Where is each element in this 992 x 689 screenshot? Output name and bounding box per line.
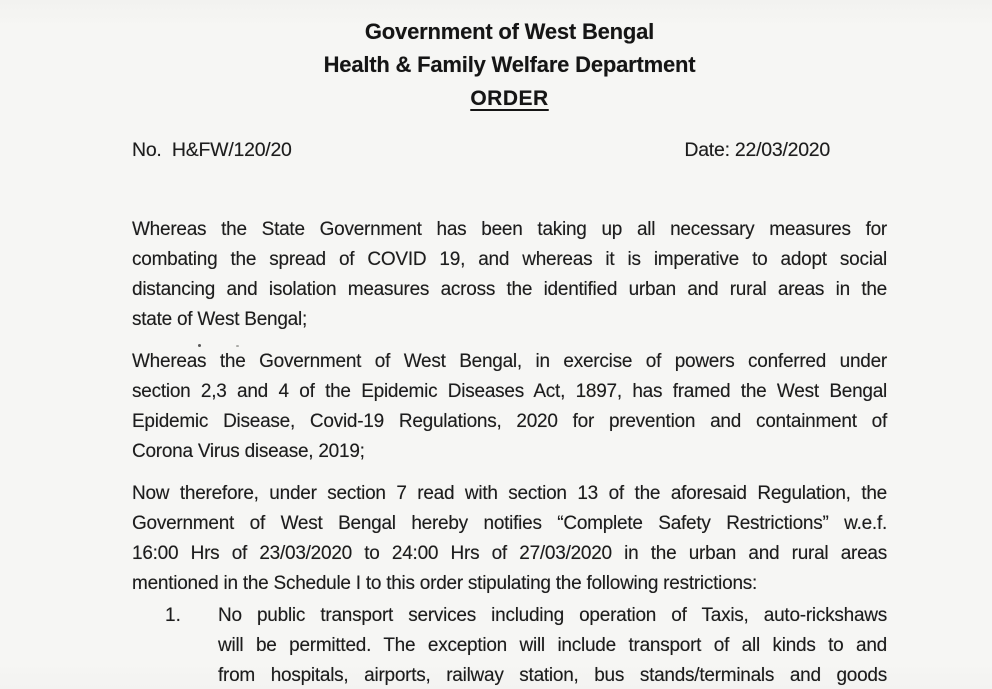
text-line: Government of West Bengal hereby notifies “Complete Safety Restrictions” w.e.f. (132, 513, 887, 534)
text-line: will be permitted. The exception will include transport of all kinds to and (218, 635, 887, 656)
order-heading (132, 81, 887, 115)
text-line: Corona Virus disease, 2019; (132, 441, 365, 462)
text-line: distancing and isolation measures across the identified urban and rural areas in the (132, 279, 887, 300)
list-item-number: 1. (165, 605, 181, 626)
text-line: state of West Bengal; (132, 309, 307, 330)
government-title: Government of West Bengal (364, 19, 655, 44)
meta-row (132, 135, 887, 165)
scan-speck (236, 345, 239, 347)
text-line: combating the spread of COVID 19, and whereas it is imperative to adopt social (132, 249, 887, 270)
paragraph-whereas-measures (132, 215, 887, 335)
scan-speck (198, 344, 201, 347)
department-title: Health & Family Welfare Department (323, 52, 696, 77)
text-line: from hospitals, airports, railway station, bus stands/terminals and goods (218, 665, 887, 686)
list-item-1 (132, 601, 887, 689)
order-date: Date: 22/03/2020 (684, 139, 830, 161)
text-line: No public transport services including operation of Taxis, auto-rickshaws (218, 605, 887, 626)
text-line: mentioned in the Schedule I to this order stipulating the following restrictions: (132, 573, 758, 594)
text-line: Whereas the Government of West Bengal, in exercise of powers conferred under (132, 351, 887, 372)
text-line: Now therefore, under section 7 read with section 13 of the aforesaid Regulation, the (132, 483, 887, 504)
list-item-text (218, 601, 887, 689)
text-line: section 2,3 and 4 of the Epidemic Diseases Act, 1897, has framed the West Bengal (132, 381, 887, 402)
order-heading-text: ORDER (470, 87, 549, 110)
reference-number: No. H&FW/120/20 (132, 139, 292, 161)
text-line: Whereas the State Government has been taking up all necessary measures for (132, 219, 887, 240)
text-line: Epidemic Disease, Covid-19 Regulations, 2020 for prevention and containment of (132, 411, 887, 432)
paragraph-now-therefore (132, 479, 887, 599)
text-line: 16:00 Hrs of 23/03/2020 to 24:00 Hrs of 27/03/2020 in the urban and rural areas (132, 543, 887, 564)
paragraph-whereas-regulations (132, 347, 887, 467)
